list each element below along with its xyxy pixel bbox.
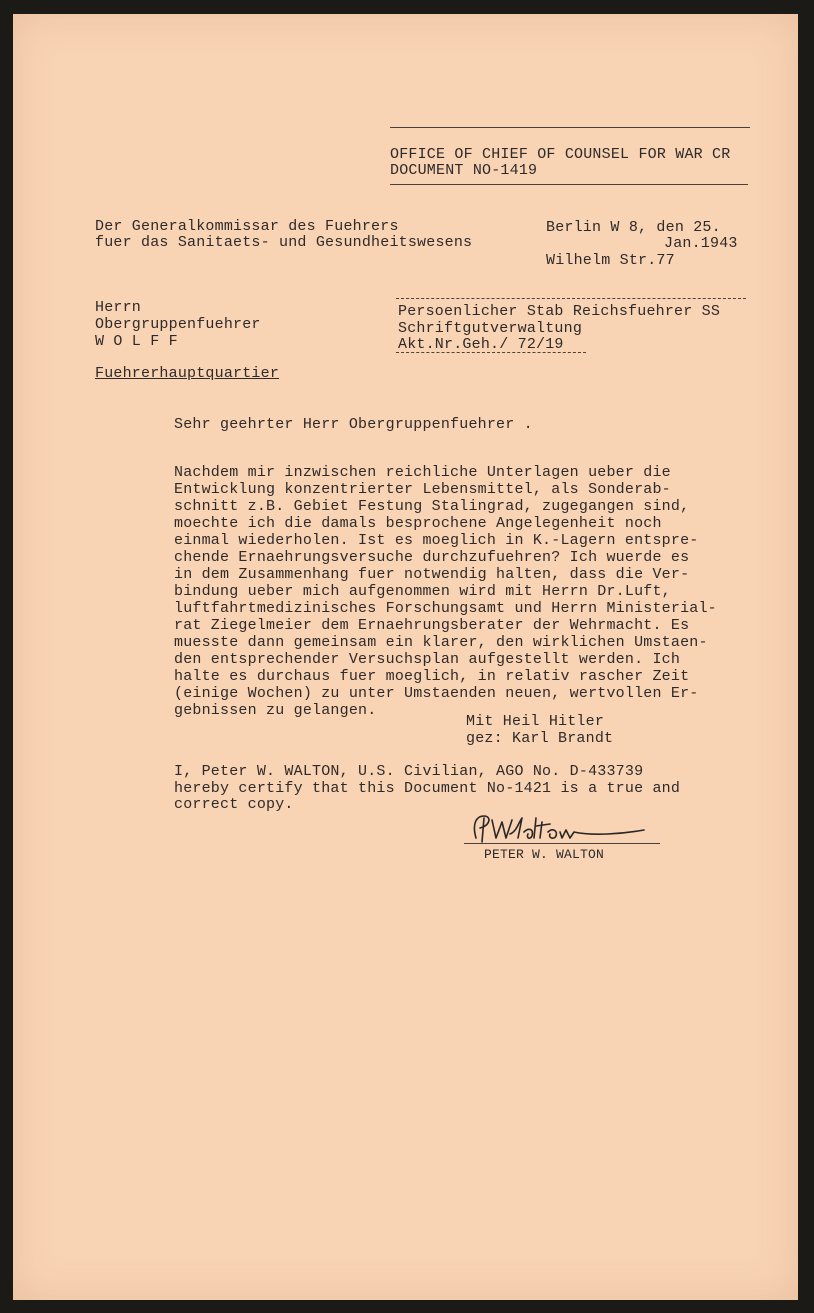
header-bottom-rule (390, 184, 748, 185)
recipient-line-3: W O L F F (95, 333, 178, 350)
stamp-line-1: Persoenlicher Stab Reichsfuehrer SS (398, 303, 721, 320)
body-line: halte es durchaus fuer moeglich, in relativ rascher Zeit (174, 668, 690, 685)
recipient-location: Fuehrerhauptquartier (95, 365, 280, 382)
stamp-line-3: Akt.Nr.Geh./ 72/19 (398, 336, 564, 353)
body-line: muesste dann gemeinsam ein klarer, den wirklichen Umstaen- (174, 634, 708, 651)
office-line-1: OFFICE OF CHIEF OF COUNSEL FOR WAR CR (390, 146, 731, 163)
closing-signatory: gez: Karl Brandt (466, 730, 614, 747)
place-date-line-2: Jan.1943 (664, 235, 738, 252)
body-line: moechte ich die damals besprochene Angelegenheit noch (174, 515, 662, 532)
body-line: in dem Zusammenhang fuer notwendig halten, dass die Ver- (174, 566, 690, 583)
recipient-line-2: Obergruppenfuehrer (95, 316, 261, 333)
body-line: bindung ueber mich aufgenommen wird mit Herrn Dr.Luft, (174, 583, 671, 600)
stamp-top-rule (396, 298, 746, 299)
document-number: DOCUMENT NO-1419 (390, 162, 538, 179)
certification-line-1: I, Peter W. WALTON, U.S. Civilian, AGO No. D-433739 (174, 763, 644, 780)
certification-line-2: hereby certify that this Document No-1421 is a true and (174, 780, 681, 797)
closing-greeting: Mit Heil Hitler (466, 713, 605, 730)
body-line: (einige Wochen) zu unter Umstaenden neuen, wertvollen Er- (174, 685, 699, 702)
body-line: gebnissen zu gelangen. (174, 702, 377, 719)
stamp-bottom-rule (396, 352, 586, 353)
place-date-line-3: Wilhelm Str.77 (546, 252, 675, 269)
header-top-rule (390, 127, 750, 128)
salutation: Sehr geehrter Herr Obergruppenfuehrer . (174, 416, 533, 433)
handwritten-signature (462, 808, 662, 848)
body-line: Entwicklung konzentrierter Lebensmittel, als Sonderab- (174, 481, 671, 498)
stamp-line-2: Schriftgutverwaltung (398, 320, 583, 337)
body-line: Nachdem mir inzwischen reichliche Unterlagen ueber die (174, 464, 671, 481)
certification-line-3: correct copy. (174, 796, 294, 813)
recipient-line-1: Herrn (95, 299, 142, 316)
body-line: chende Ernaehrungsversuche durchzufuehren? Ich wuerde es (174, 549, 690, 566)
sender-line-2: fuer das Sanitaets- und Gesundheitswesens (95, 234, 473, 251)
body-line: den entsprechender Versuchsplan aufgestellt werden. Ich (174, 651, 681, 668)
place-date-line-1: Berlin W 8, den 25. (546, 219, 721, 236)
sender-line-1: Der Generalkommissar des Fuehrers (95, 218, 399, 235)
body-line: luftfahrtmedizinisches Forschungsamt und Herrn Ministerial- (174, 600, 717, 617)
typed-signature-name: PETER W. WALTON (484, 847, 605, 862)
signature-rule (464, 843, 660, 844)
body-line: rat Ziegelmeier dem Ernaehrungsberater der Wehrmacht. Es (174, 617, 690, 634)
body-line: schnitt z.B. Gebiet Festung Stalingrad, zugegangen sind, (174, 498, 690, 515)
body-line: einmal wiederholen. Ist es moeglich in K.-Lagern entspre- (174, 532, 699, 549)
